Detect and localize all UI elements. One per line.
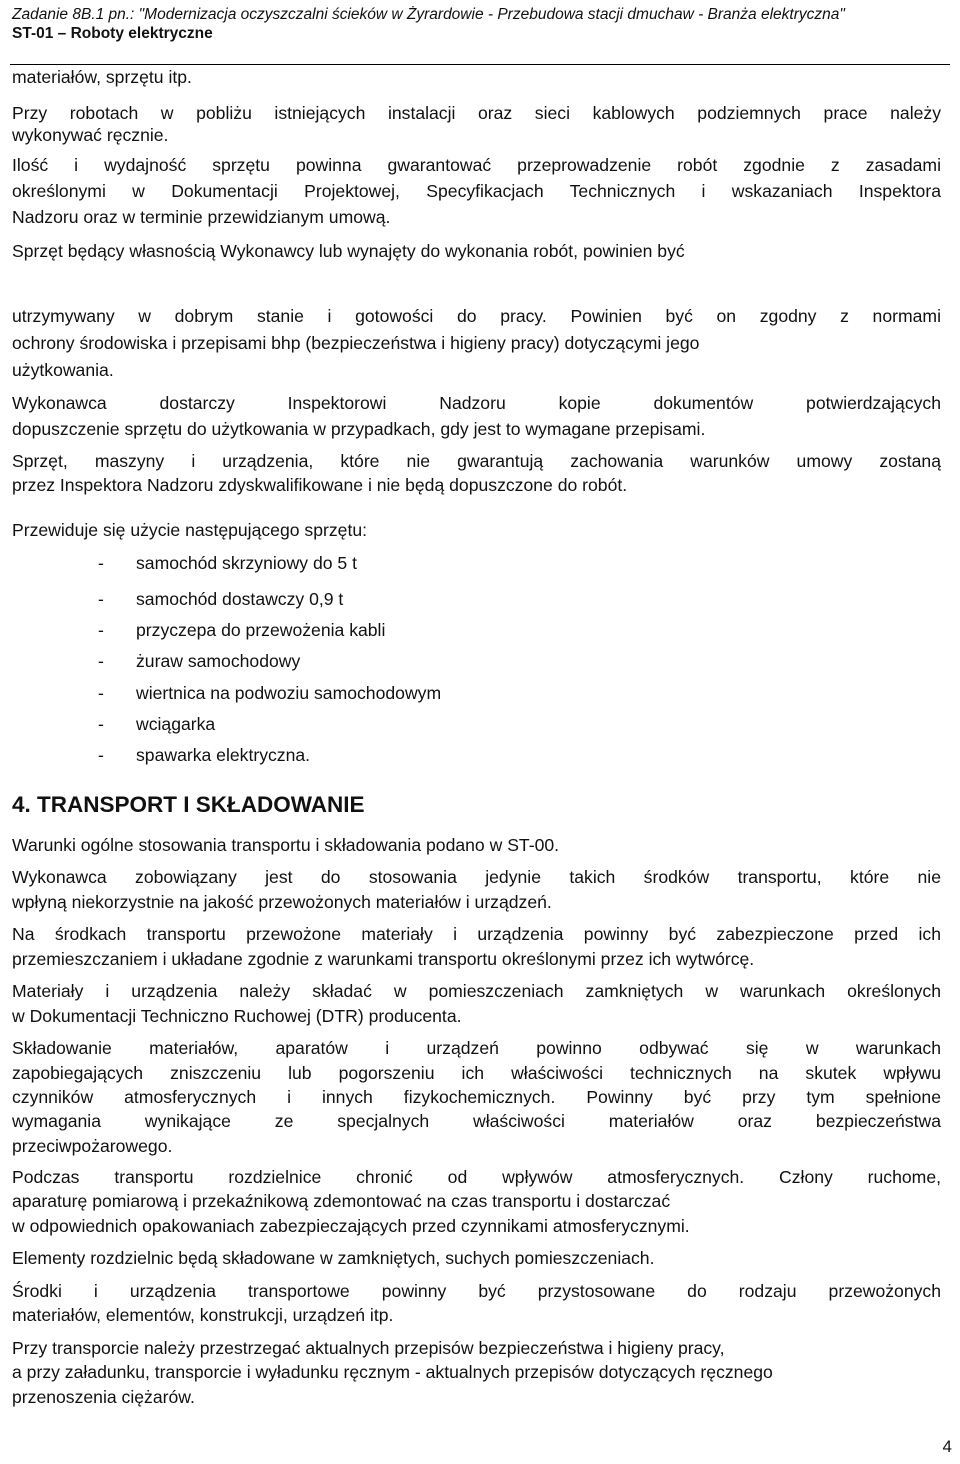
text-line: przenoszenia ciężarów. bbox=[12, 1387, 195, 1407]
text-line: Środki i urządzenia transportowe powinny być przystosowane do rodzaju przewożonych bbox=[12, 1281, 941, 1301]
text-line: materiałów, elementów, konstrukcji, urządzeń itp. bbox=[12, 1305, 394, 1325]
text-line: aparaturę pomiarową i przekaźnikową zdemontować na czas transportu i dostarczać bbox=[12, 1191, 671, 1211]
text-line: wpłyną niekorzystnie na jakość przewożonych materiałów i urządzeń. bbox=[12, 892, 552, 912]
list-item: - samochód dostawczy 0,9 t bbox=[98, 589, 344, 609]
project-title: Zadanie 8B.1 pn.: "Modernizacja oczyszczalni ścieków w Żyrardowie - Przebudowa stacji dmuchaw - Branża elektryczna" bbox=[12, 6, 845, 23]
text-line: materiałów, sprzętu itp. bbox=[12, 67, 192, 87]
text-line: Przewiduje się użycie następującego sprzętu: bbox=[12, 520, 368, 540]
page-number: 4 bbox=[942, 1437, 952, 1456]
text-line: w Dokumentacji Techniczno Ruchowej (DTR) producenta. bbox=[12, 1006, 462, 1026]
text-line: przemieszczaniem i układane zgodnie z warunkami transportu określonymi przez ich wytwórcę. bbox=[12, 949, 755, 969]
text-line: Wykonawca zobowiązany jest do stosowania jedynie takich środków transportu, które nie bbox=[12, 867, 941, 887]
list-item: - żuraw samochodowy bbox=[98, 651, 301, 671]
header-divider bbox=[10, 64, 950, 65]
list-item: - wiertnica na podwoziu samochodowym bbox=[98, 683, 442, 703]
text-line: Podczas transportu rozdzielnice chronić od wpływów atmosferycznych. Człony ruchome, bbox=[12, 1167, 941, 1187]
list-item: - spawarka elektryczna. bbox=[98, 745, 311, 765]
text-line: Przy transporcie należy przestrzegać aktualnych przepisów bezpieczeństwa i higieny pracy, bbox=[12, 1338, 725, 1358]
text-line: użytkowania. bbox=[12, 360, 114, 380]
text-line: Wykonawca dostarczy Inspektorowi Nadzoru kopie dokumentów potwierdzających bbox=[12, 393, 941, 413]
text-line: Warunki ogólne stosowania transportu i składowania podano w ST-00. bbox=[12, 835, 560, 855]
text-line: określonymi w Dokumentacji Projektowej, Specyfikacjach Technicznych i wskazaniach Inspektora bbox=[12, 181, 941, 201]
page-header bbox=[12, 5, 946, 43]
section-heading: 4. TRANSPORT I SKŁADOWANIE bbox=[12, 792, 365, 817]
text-line: Sprzęt, maszyny i urządzenia, które nie gwarantują zachowania warunków umowy zostaną bbox=[12, 451, 941, 471]
text-line: Sprzęt będący własnością Wykonawcy lub wynajęty do wykonania robót, powinien być bbox=[12, 241, 685, 261]
text-line: Ilość i wydajność sprzętu powinna gwarantować przeprowadzenie robót zgodnie z zasadami bbox=[12, 155, 941, 175]
list-item: - samochód skrzyniowy do 5 t bbox=[98, 553, 357, 573]
text-line: utrzymywany w dobrym stanie i gotowości do pracy. Powinien być on zgodny z normami bbox=[12, 306, 941, 326]
text-line: Składowanie materiałów, aparatów i urządzeń powinno odbywać się w warunkach bbox=[12, 1038, 941, 1058]
text-line: ochrony środowiska i przepisami bhp (bezpieczeństwa i higieny pracy) dotyczącymi jego bbox=[12, 333, 700, 353]
text-line: przeciwpożarowego. bbox=[12, 1136, 173, 1156]
text-line: przez Inspektora Nadzoru zdyskwalifikowane i nie będą dopuszczone do robót. bbox=[12, 475, 628, 495]
text-line: Materiały i urządzenia należy składać w pomieszczeniach zamkniętych w warunkach określonych bbox=[12, 981, 941, 1001]
text-line: czynników atmosferycznych i innych fizykochemicznych. Powinny być przy tym spełnione bbox=[12, 1087, 941, 1107]
list-item: - wciągarka bbox=[98, 714, 216, 734]
text-line: w odpowiednich opakowaniach zabezpieczających przed czynnikami atmosferycznymi. bbox=[12, 1216, 690, 1236]
text-line: Przy robotach w pobliżu istniejących instalacji oraz sieci kablowych podziemnych prace należy bbox=[12, 103, 941, 123]
text-line: wykonywać ręcznie. bbox=[12, 125, 169, 145]
text-line: Na środkach transportu przewożone materiały i urządzenia powinny być zabezpieczone przed ich bbox=[12, 924, 941, 944]
text-line: a przy załadunku, transporcie i wyładunku ręcznym - aktualnych przepisów dotyczących ręcznego bbox=[12, 1362, 773, 1382]
list-item: - przyczepa do przewożenia kabli bbox=[98, 620, 386, 640]
text-line: Nadzoru oraz w terminie przewidzianym umową. bbox=[12, 207, 391, 227]
text-line: Elementy rozdzielnic będą składowane w zamkniętych, suchych pomieszczeniach. bbox=[12, 1248, 655, 1268]
spec-title: ST-01 – Roboty elektryczne bbox=[12, 25, 213, 42]
text-line: zapobiegających zniszczeniu lub pogorszeniu ich właściwości technicznych na skutek wpływu bbox=[12, 1063, 941, 1083]
text-line: wymagania wynikające ze specjalnych właściwości materiałów oraz bezpieczeństwa bbox=[12, 1111, 941, 1131]
text-line: dopuszczenie sprzętu do użytkowania w przypadkach, gdy jest to wymagane przepisami. bbox=[12, 419, 706, 439]
